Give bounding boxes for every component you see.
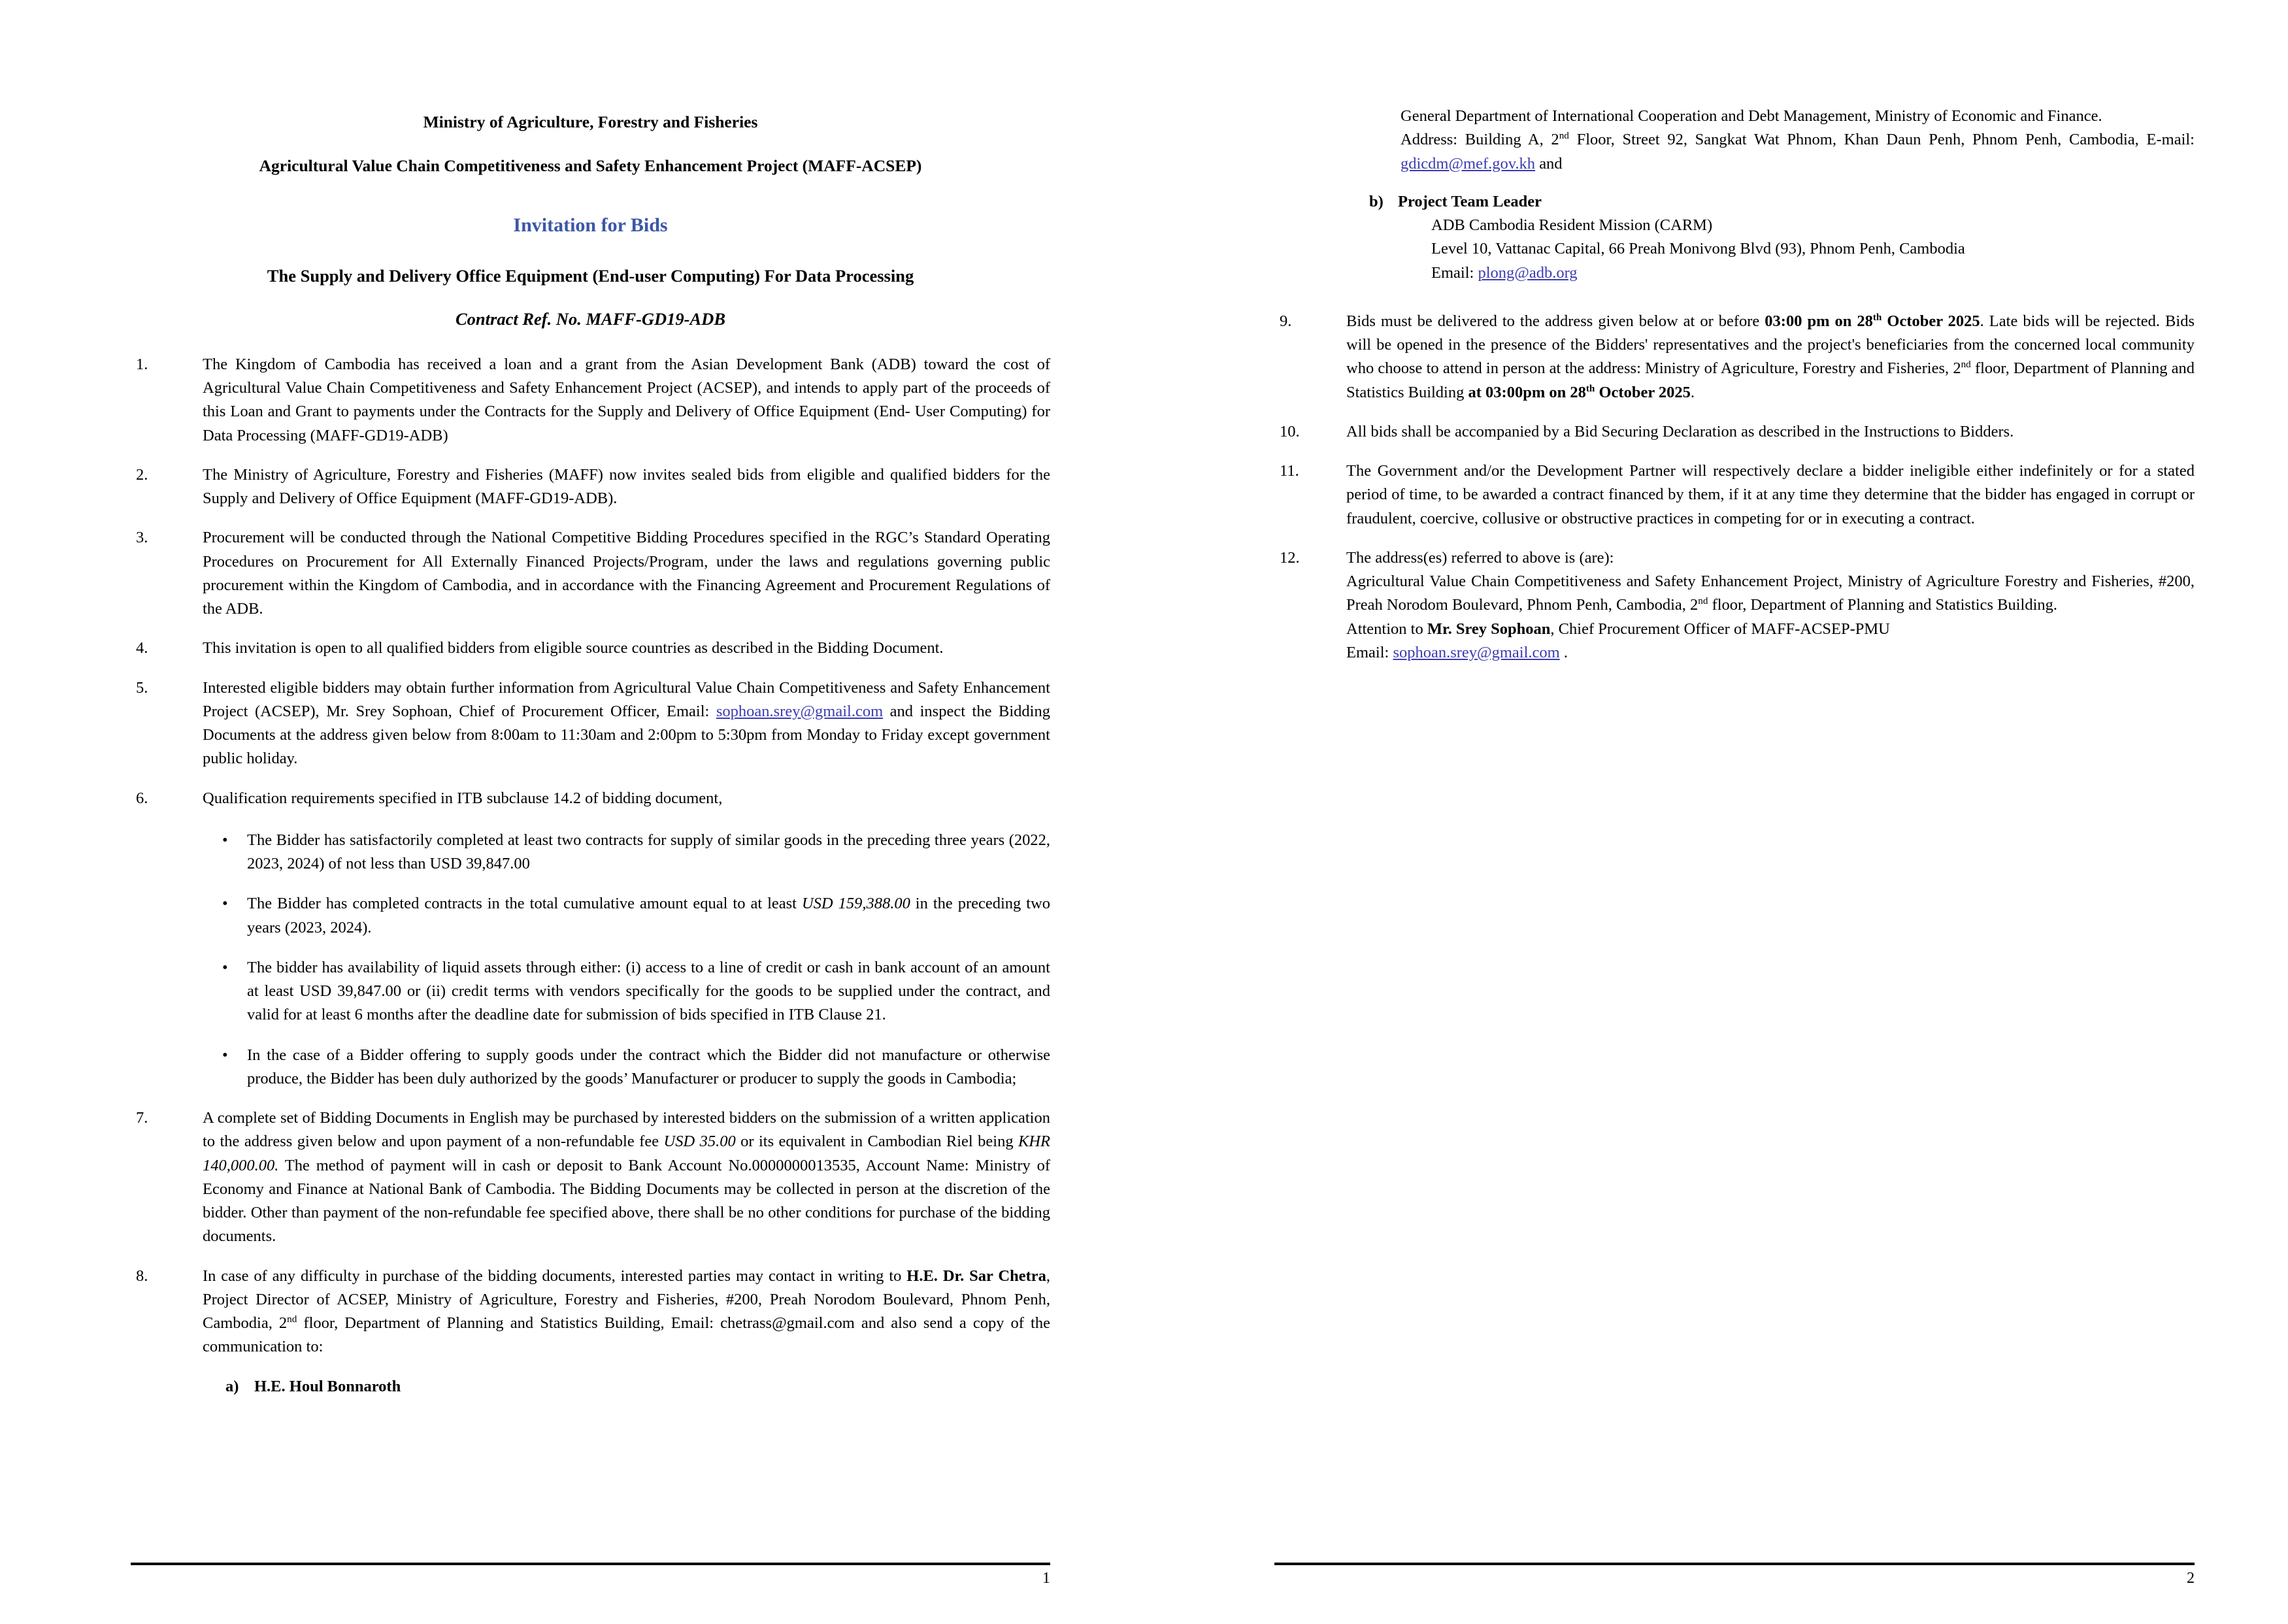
qualification-requirements-list (131, 829, 1050, 1091)
list-item (222, 956, 1050, 1027)
ordinal-suffix: th (1585, 382, 1595, 394)
clause-text (1346, 546, 2195, 665)
clause-8-part1: In case of any difficulty in purchase of the bidding documents, interested parties may contact in writing to (203, 1267, 907, 1285)
clause-text: Procurement will be conducted through the National Competitive Bidding Procedures specified in the RGC’s Standard Operating Procedures on Procurement for All Externally Financed Projects/Program, under the laws and regulations governing public procurement within the Kingdom of Cambodia, and in accordance with the Financing Agreement and Procurement Regulations of the ADB. (203, 529, 1050, 618)
clause-text: This invitation is open to all qualified bidders from eligible source countries as described in the Bidding Document. (203, 639, 944, 657)
attention-suffix: , Chief Procurement Officer of MAFF-ACSEP-PMU (1550, 620, 1890, 638)
clause-11 (1274, 459, 2195, 531)
clause-5-text-after-link: and inspect the Bidding Documents at the address given below from 8:00am to 11:30am and 2:00pm to 5:30pm from Monday to Friday except government public holiday. (203, 702, 1050, 768)
clause-number: 12. (1280, 548, 1300, 567)
list-item (222, 829, 1050, 876)
address-b-email-line (1431, 261, 2195, 285)
sub-item-letter: b) (1369, 192, 1384, 210)
heading-subject: The Supply and Delivery Office Equipment (End-user Computing) For Data Processing (267, 265, 914, 286)
clause-number: 5. (136, 678, 148, 697)
clause-7-part3: The method of payment will in cash or deposit to Bank Account No.0000000013535, Account Name: Ministry of Economy and Finance at National Bank of Cambodia. The Bidding Documents may be collected in person at the discretion of the bidder. Other than payment of the non-refundable fee specified above, there shall be no other conditions for purchase of the bidding documents. (203, 1156, 1050, 1246)
address-a-detail (1401, 128, 2195, 176)
clause-9-part4: . (1690, 383, 1695, 401)
email-label: Email: (1346, 643, 1393, 661)
sub-item-label: Project Team Leader (1398, 192, 1542, 210)
address-b-org: ADB Cambodia Resident Mission (CARM) (1431, 216, 1713, 234)
clause-number: 8. (136, 1267, 148, 1285)
clause-9-part3: floor, Department of Planning and Statistics Building (1346, 359, 2195, 401)
list-item-amount-italic: USD 159,388.00 (801, 895, 910, 913)
clause-number: 3. (136, 529, 148, 547)
list-item-text: The bidder has availability of liquid assets through either: (i) access to a line of credit or cash in bank account of an amount at least USD 39,847.00 or (ii) credit terms with vendors specifically for the goods to be supplied under the contract, and valid for at least 6 months after the deadline date for submission of bids specified in ITB Clause 21. (247, 958, 1050, 1024)
footer-divider (131, 1563, 1050, 1565)
clause-12-email-line (1346, 641, 2195, 665)
clause-12-attention (1346, 618, 2195, 641)
bid-opening-post: October 2025 (1595, 383, 1691, 401)
email-link-sophoan[interactable]: sophoan.srey@gmail.com (716, 702, 884, 720)
page-2 (1144, 0, 2288, 1624)
clause-text (203, 676, 1050, 771)
bullet-icon: • (222, 958, 228, 976)
clause-12-address (1346, 570, 2195, 618)
address-block-a (1274, 105, 2195, 176)
clause-1 (131, 353, 1050, 448)
sub-item-b (1274, 190, 2195, 214)
clause-9-part2: . Late bids will be rejected. Bids will be opened in the presence of the Bidders' representatives and the project's beneficiaries from the concerned local community who choose to attend in person at the address: Ministry of Agriculture, Forestry and Fisheries, 2 (1346, 312, 2195, 378)
email-label: Email: (1431, 263, 1478, 282)
attention-prefix: Attention to (1346, 620, 1427, 638)
clause-6 (131, 787, 1050, 810)
clause-text: The Government and/or the Development Partner will respectively declare a bidder ineligible either indefinitely or for a stated period of time, to be awarded a contract financed by them, if it at any time they determine that the bidder has engaged in corrupt or fraudulent, coercive, collusive or obstructive practices in competing for or in executing a contract. (1346, 462, 2195, 527)
clause-9-part1: Bids must be delivered to the address given below at or before (1346, 312, 1765, 330)
footer-divider (1274, 1563, 2195, 1565)
clause-7 (131, 1106, 1050, 1249)
email-trailing-period: . (1559, 643, 1568, 661)
email-link-gdicdm[interactable]: gdicdm@mef.gov.kh (1401, 154, 1536, 173)
ordinal-suffix: th (1872, 311, 1882, 323)
bullet-icon: • (222, 1046, 228, 1064)
address-block-b (1274, 214, 2195, 285)
clause-9 (1274, 310, 2195, 405)
heading-ministry: Ministry of Agriculture, Forestry and Fisheries (423, 112, 758, 131)
clause-10 (1274, 420, 2195, 444)
procurement-officer-name: Mr. Srey Sophoan (1427, 620, 1551, 638)
clause-8 (131, 1265, 1050, 1359)
bid-opening-pre: at 03:00pm on 28 (1468, 383, 1586, 401)
list-item-text-part2: in the preceding two years (2023, 2024). (247, 895, 1051, 936)
page-number: 1 (1042, 1570, 1050, 1587)
page-2-body (1274, 0, 2195, 665)
clause-text: Qualification requirements specified in ITB subclause 14.2 of bidding document, (203, 789, 723, 807)
heading-invitation-for-bids: Invitation for Bids (513, 214, 668, 236)
clause-3 (131, 526, 1050, 621)
sub-item-letter: a) (225, 1377, 239, 1395)
clause-5-text-before-link: Interested eligible bidders may obtain further information from Agricultural Value Chain Competitiveness and Safety Enhancement Project (ACSEP), Mr. Srey Sophoan, Chief of Procurement Officer, Email: (203, 678, 1050, 720)
project-director-name: H.E. Dr. Sar Chetra (906, 1267, 1046, 1285)
clause-4 (131, 637, 1050, 660)
clause-number: 1. (136, 355, 148, 373)
page-number: 2 (2187, 1570, 2195, 1587)
clause-number: 10. (1280, 422, 1300, 440)
bullet-icon: • (222, 831, 228, 849)
clause-7-part1: A complete set of Bidding Documents in English may be purchased by interested bidders on the submission of a written application to the address given below and upon payment of a non-refundable fee (203, 1109, 1050, 1151)
ordinal-suffix: nd (287, 1313, 297, 1325)
page-1-footer (131, 1563, 1050, 1588)
sub-item-a (131, 1375, 1050, 1399)
bid-deadline-1 (1765, 312, 1980, 330)
clause-12-address-part2: floor, Department of Planning and Statistics Building. (1708, 596, 2058, 614)
clause-12 (1274, 546, 2195, 665)
clause-number: 2. (136, 465, 148, 484)
heading-contract-ref: Contract Ref. No. MAFF-GD19-ADB (456, 308, 725, 329)
bid-deadline-1-post: October 2025 (1882, 312, 1980, 330)
address-a-part3: and (1535, 154, 1563, 173)
ordinal-suffix: nd (1961, 359, 1971, 371)
clause-number: 11. (1280, 462, 1299, 480)
page-2-footer (1274, 1563, 2195, 1588)
list-item (222, 1044, 1050, 1091)
clause-text (203, 1265, 1050, 1359)
clause-12-address-part1: Agricultural Value Chain Competitiveness and Safety Enhancement Project, Ministry of Agriculture Forestry and Fisheries, #200, Preah Norodom Boulevard, Phnom Penh, Cambodia, 2 (1346, 572, 2195, 614)
clause-number: 6. (136, 789, 148, 807)
clause-7-part2: or its equivalent in Cambodian Riel being (735, 1133, 1019, 1151)
list-item-text-part1: The Bidder has completed contracts in the total cumulative amount equal to at least (247, 895, 802, 913)
bullet-icon: • (222, 895, 228, 913)
email-link-plong[interactable]: plong@adb.org (1478, 263, 1578, 282)
clause-number: 4. (136, 639, 148, 657)
clause-5 (131, 676, 1050, 771)
fee-khr: KHR 140,000.00. (203, 1133, 1051, 1174)
clause-12-intro: The address(es) referred to above is (are): (1346, 548, 1614, 567)
ordinal-suffix: nd (1559, 130, 1569, 142)
fee-usd: USD 35.00 (663, 1133, 736, 1151)
bid-deadline-1-pre: 03:00 pm on 28 (1765, 312, 1873, 330)
address-a-part1: Address: Building A, 2 (1401, 131, 1559, 149)
clause-8-part2: , Project Director of ACSEP, Ministry of Agriculture, Forestry and Fisheries, #200, Preah Norodom Boulevard, Phnom Penh, Cambodia, 2 (203, 1267, 1050, 1333)
clause-text: The Ministry of Agriculture, Forestry and Fisheries (MAFF) now invites sealed bids from eligible and qualified bidders for the Supply and Delivery of Office Equipment (MAFF-GD19-ADB). (203, 465, 1050, 508)
clause-text: The Kingdom of Cambodia has received a loan and a grant from the Asian Development Bank (ADB) toward the cost of Agricultural Value Chain Competitiveness and Safety Enhancement Project (ACSEP), and intends to apply part of the proceeds of this Loan and Grant to payments under the Contracts for the Supply and Delivery of Office Equipment (End- User Computing) for Data Processing (MAFF-GD19-ADB) (203, 355, 1050, 444)
clause-text (1346, 310, 2195, 405)
clause-text: All bids shall be accompanied by a Bid Securing Declaration as described in the Instructions to Bidders. (1346, 422, 2014, 440)
sub-item-label: H.E. Houl Bonnaroth (254, 1377, 401, 1395)
clause-8-part3: floor, Department of Planning and Statistics Building, Email: chetrass@gmail.com and also send a copy of the communication to: (203, 1314, 1050, 1356)
list-item-text: The Bidder has satisfactorily completed at least two contracts for supply of similar goods in the preceding three years (2022, 2023, 2024) of not less than USD 39,847.00 (247, 831, 1050, 873)
clause-text (203, 1106, 1050, 1249)
heading-project: Agricultural Value Chain Competitiveness and Safety Enhancement Project (MAFF-ACSEP) (259, 156, 922, 176)
clause-2 (131, 463, 1050, 511)
list-item-text: In the case of a Bidder offering to supply goods under the contract which the Bidder did not manufacture or otherwise produce, the Bidder has been duly authorized by the goods’ Manufacturer or producer to supply the goods in Cambodia; (247, 1046, 1050, 1087)
address-b-location: Level 10, Vattanac Capital, 66 Preah Monivong Blvd (93), Phnom Penh, Cambodia (1431, 240, 1965, 258)
clause-number: 7. (136, 1109, 148, 1127)
bid-opening-time (1468, 384, 1691, 401)
list-item (222, 892, 1050, 940)
clause-number: 9. (1280, 312, 1292, 330)
page-1-body (131, 0, 1050, 1399)
email-link-sophoan[interactable]: sophoan.srey@gmail.com (1393, 643, 1560, 661)
address-a-part2: Floor, Street 92, Sangkat Wat Phnom, Khan Daun Penh, Phnom Penh, Cambodia, E-mail: (1568, 131, 2195, 149)
ordinal-suffix: nd (1698, 595, 1708, 607)
address-a-org: General Department of International Cooperation and Debt Management, Ministry of Economic and Finance. (1401, 107, 2102, 125)
